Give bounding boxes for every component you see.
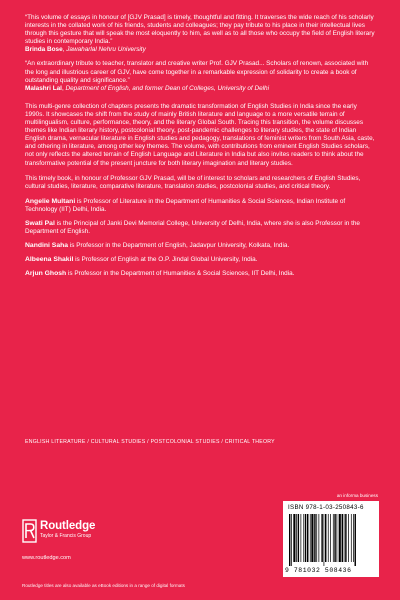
subject-cultural-studies: CULTURAL STUDIES: [90, 439, 146, 445]
barcode-bar: [311, 514, 313, 562]
editor-bio-text: is Professor of English at the O.P. Jindal Global University, India.: [73, 256, 258, 264]
barcode-bar: [305, 514, 306, 562]
editor-bio: [25, 256, 377, 264]
editor-bio-text: is Professor of Literature in the Department of Humanities & Social Sciences, Indian Institute of Technology (IIT) Delhi, India.: [25, 197, 346, 213]
subject-postcolonial-studies: POSTCOLONIAL STUDIES: [150, 439, 220, 445]
endorsement-attribution: Malashri Lal, Department of English, and former Dean of Colleges, University of Delhi: [25, 84, 270, 92]
editor-bio: [25, 270, 377, 278]
barcode-bar: [289, 514, 290, 566]
barcode-bar: [296, 514, 297, 562]
barcode-bar: [325, 514, 326, 562]
publisher-name: Routledge: [40, 520, 96, 532]
informa-tagline: an informa business: [336, 493, 378, 498]
endorser-name: Brinda Bose: [25, 46, 63, 54]
barcode-bar: [301, 514, 302, 562]
barcode-bar: [324, 514, 325, 566]
barcode-bar: [316, 514, 317, 562]
barcode-bar: [334, 514, 335, 562]
endorsement-text: “This volume of essays in honour of [GJV Prasad] is timely, thoughtful and fitting. It traverses the wide reach of his scholarly interests in the collated work of his friends, students and colleagues; they pay tribute to his place in their intellectual lives through this gesture that will speak the most eloquently to him, as well as to all those who occupy the field of English literary studies in contemporary India.”: [25, 14, 375, 46]
barcode-bar: [342, 514, 343, 562]
publisher-logo: [22, 517, 132, 547]
endorsement-text: “An extraordinary tribute to teacher, translator and creative writer Prof. GJV Prasad... Scholars of renown, associated with the long and illustrious career of GJV, have come together in a remarkable expression of solidarity to create a book of outstanding quality and significance.”: [25, 60, 369, 84]
barcode-bar: [330, 514, 331, 562]
barcode-bar: [339, 514, 341, 562]
barcode-bar: [321, 514, 322, 562]
publisher-group: Taylor & Francis Group: [40, 533, 92, 539]
barcode-number: 9 781032 508436: [285, 567, 352, 574]
subject-separator: /: [87, 439, 90, 445]
editor-bio: [25, 220, 377, 236]
endorser-affiliation: Department of English, and former Dean of Colleges, University of Delhi: [65, 84, 270, 92]
barcode-bar: [310, 514, 311, 562]
endorser-affiliation: Jawaharlal Nehru University: [66, 46, 146, 54]
barcode-bar: [298, 514, 299, 562]
description-paragraph: This timely book, in honour of Professor GJV Prasad, will be of interest to scholars and researchers of English Studies, cultural studies, literature, comparative literature, translation studies, postcolonial studies, and critical theory.: [25, 174, 361, 190]
subject-separator: /: [221, 439, 224, 445]
editor-name: Angelie Multani: [25, 197, 76, 205]
endorsement-attribution: Brinda Bose, Jawaharlal Nehru University: [25, 46, 146, 54]
barcode-bar: [333, 514, 334, 562]
barcode-bar: [319, 514, 320, 562]
endorsement-2: [25, 60, 377, 92]
isbn-barcode: [283, 501, 379, 577]
book-description: [25, 103, 377, 191]
barcode-bar: [355, 514, 356, 566]
barcode-bar: [345, 514, 346, 562]
ebook-note: Routledge titles are also available as eBook editions in a range of digital formats: [22, 583, 185, 588]
editor-bio-text: is Professor in the Department of Humanities & Social Sciences, IIT Delhi, India.: [66, 270, 295, 278]
endorser-name: Malashri Lal: [25, 84, 62, 92]
barcode-bars: [289, 514, 373, 566]
subject-critical-theory: CRITICAL THEORY: [224, 439, 275, 445]
barcode-bar: [291, 514, 292, 566]
back-cover-text: [25, 14, 377, 284]
endorsement-1: [25, 14, 377, 54]
isbn-label: ISBN 978-1-03-250843-6: [288, 504, 364, 511]
barcode-bar: [344, 514, 345, 562]
subject-separator: /: [147, 439, 149, 445]
publisher-website[interactable]: www.routledge.com: [22, 555, 71, 561]
barcode-bar: [351, 514, 352, 562]
description-paragraph: This multi-genre collection of chapters presents the dramatic transformation of English Studies in India since the early 1990s. It showcases the shift from the study of mainly British literature and language to a more versatile terrain of multilingualism, culture, performance, theory, and the literary Global South. Tracing this transition, the volume discusses themes like Indian literary history, postcolonial theory, post-pandemic challenges to literary studies, the state of Indian English drama, vernacular literature in English studies and pedagogy, translations of feminist writers from South Asia, caste, and othering in literature, among other key themes. The volume, with contributions from eminent English Studies scholars, not only reflects the altered terrain of English Language and Literature in India but also invites readers to think about the transformative potential of the present juncture for both literary imagination and literary studies.: [25, 102, 375, 167]
editor-name: Arjun Ghosh: [25, 270, 67, 278]
subject-categories: [25, 439, 377, 445]
barcode-bar: [307, 514, 308, 562]
barcode-bar: [348, 514, 349, 562]
subject-english-literature: ENGLISH LITERATURE: [25, 439, 86, 445]
barcode-bar: [328, 514, 329, 562]
editor-bio-text: is the Principal of Janki Devi Memorial College, University of Delhi, India, where she is also Professor in the Department of English.: [25, 219, 360, 236]
editor-bio: [25, 242, 377, 250]
editor-name: Swati Pal: [25, 219, 55, 227]
routledge-r-icon: [22, 519, 37, 543]
editor-name: Albeena Shakil: [25, 256, 74, 264]
editor-bio: [25, 198, 377, 214]
barcode-bar: [303, 514, 304, 562]
barcode-bar: [337, 514, 338, 562]
barcode-bar: [314, 514, 315, 562]
barcode-bar: [353, 514, 354, 562]
editor-name: Nandini Saha: [25, 242, 69, 250]
barcode-bar: [293, 514, 295, 562]
editor-bio-text: is Professor in the Department of English, Jadavpur University, Kolkata, India.: [68, 242, 290, 250]
